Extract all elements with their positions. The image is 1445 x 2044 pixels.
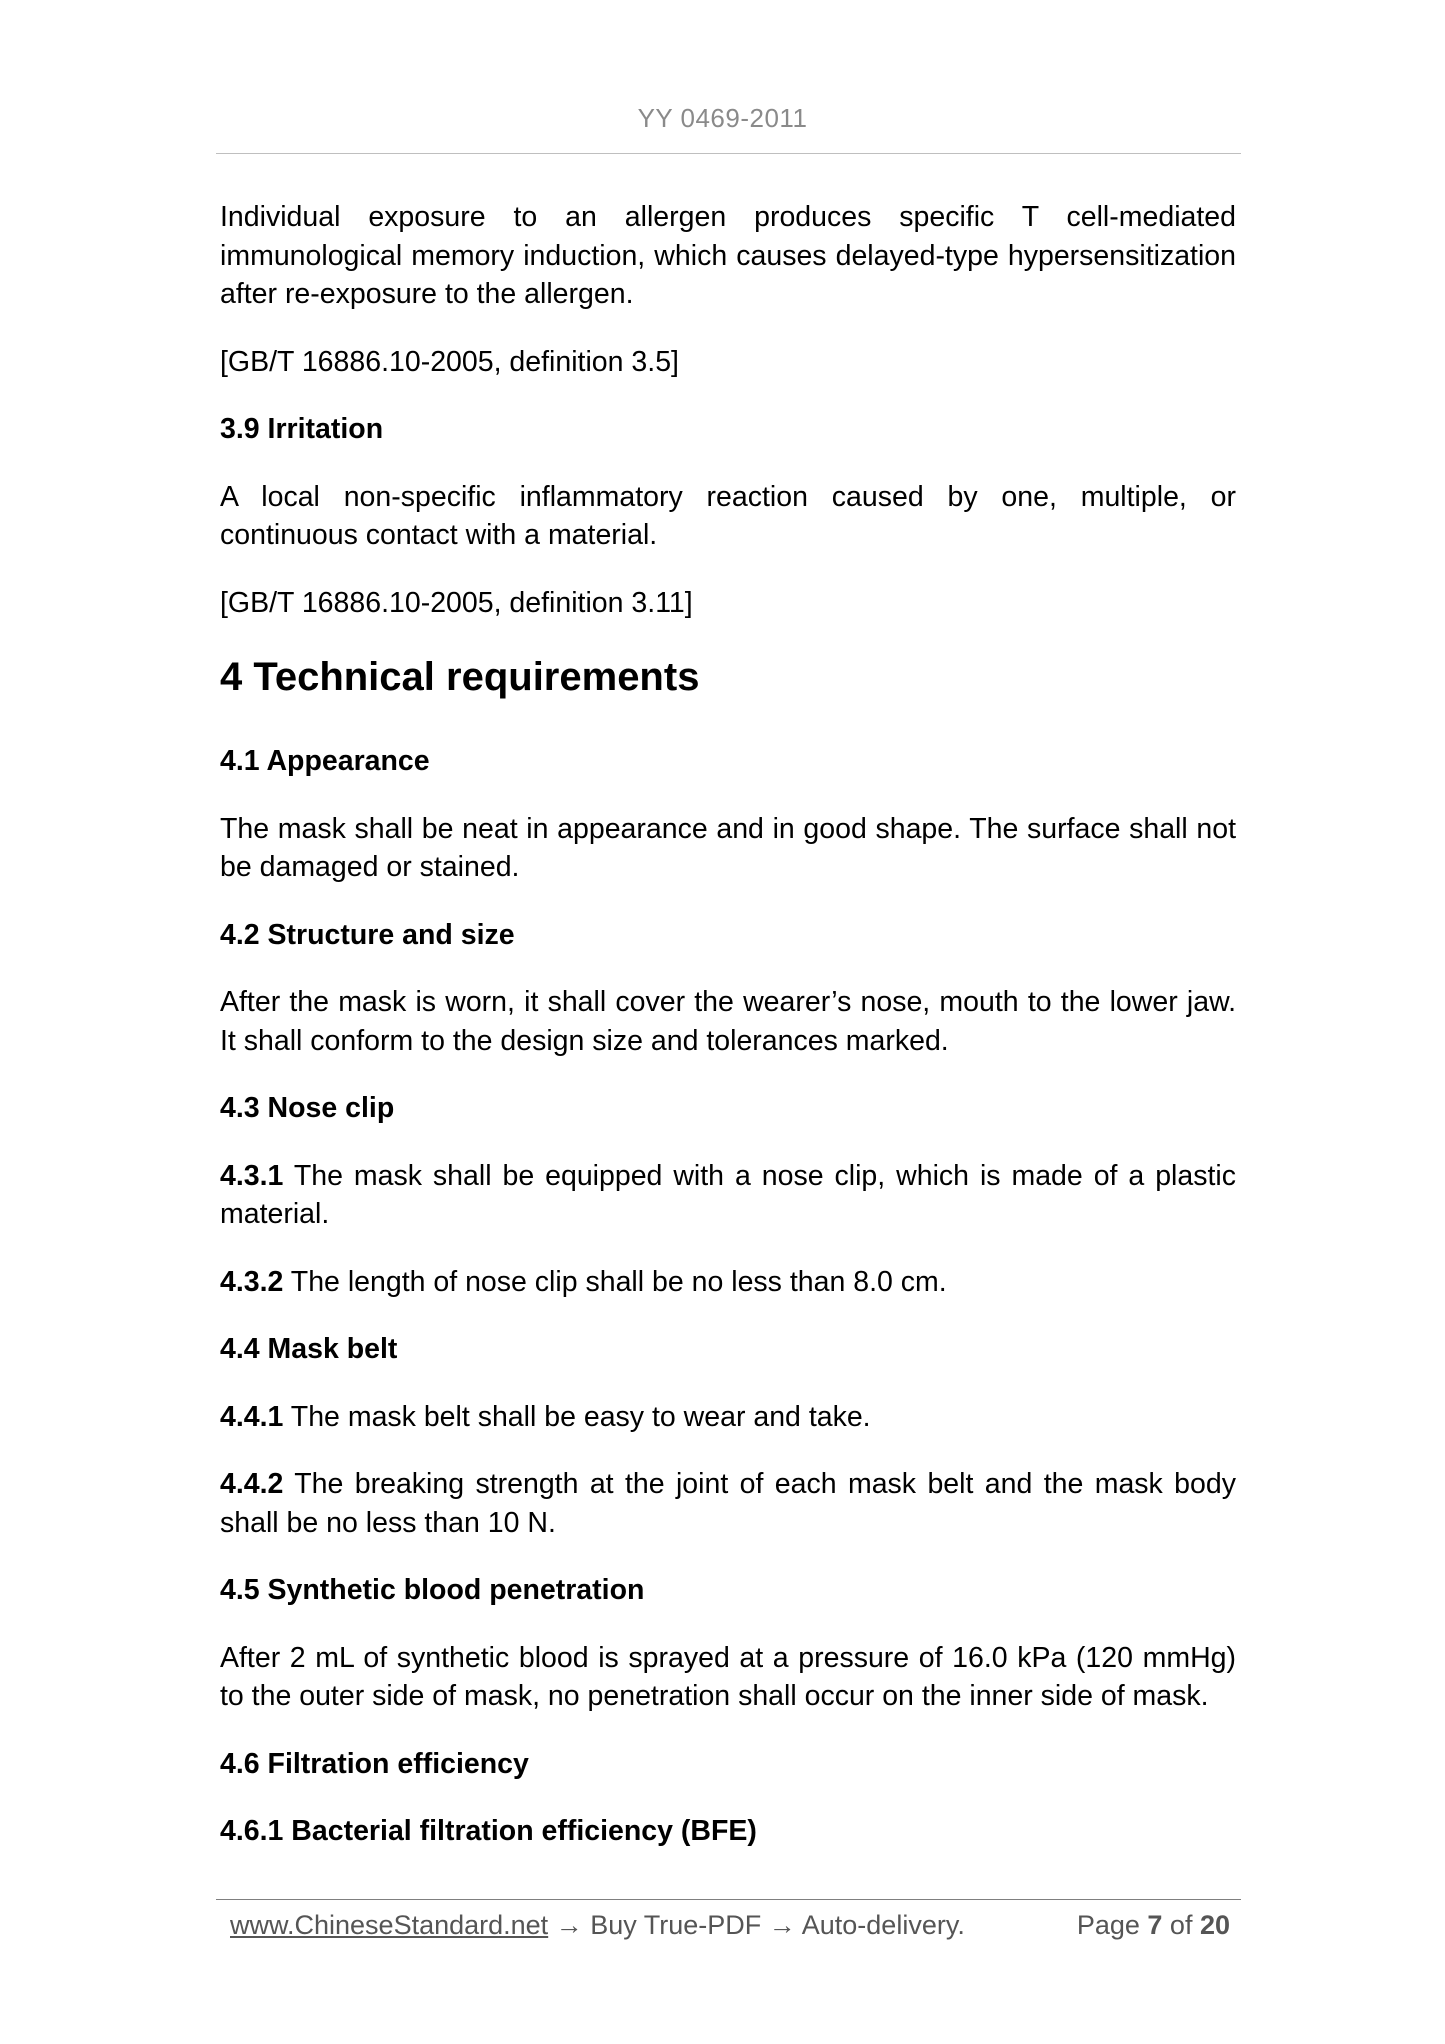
- clause-text-4-3-2: The length of nose clip shall be no less than 8.0 cm.: [283, 1265, 947, 1298]
- paragraph-4-1: The mask shall be neat in appearance and in good shape. The surface shall not be damaged or stained.: [220, 812, 1236, 883]
- page-footer: [230, 1907, 1230, 1943]
- arrow-right-icon: →: [555, 1910, 583, 1940]
- heading-4-4-mask-belt: 4.4 Mask belt: [220, 1333, 398, 1365]
- clause-4-3-1: [220, 1157, 1236, 1234]
- heading-4-6-1-bfe: 4.6.1 Bacterial filtration efficiency (BFE): [220, 1815, 757, 1847]
- header-doc-code: YY 0469-2011: [637, 103, 808, 133]
- paragraph-4-2: After the mask is worn, it shall cover the wearer’s nose, mouth to the lower jaw. It shall conform to the design size and tolerances marked.: [220, 986, 1236, 1057]
- heading-4-2-structure-size: 4.2 Structure and size: [220, 918, 515, 951]
- clause-4-4-1: [220, 1398, 1236, 1437]
- paragraph-irritation-definition: A local non-specific inflammatory reaction caused by one, multiple, or continuous contact with a material.: [220, 480, 1236, 551]
- clause-text-4-4-2: The breaking strength at the joint of each mask belt and the mask body shall be no less than 10 N.: [220, 1468, 1236, 1539]
- clause-text-4-4-1: The mask belt shall be easy to wear and take.: [283, 1400, 871, 1433]
- reference-definition-3-5: [GB/T 16886.10-2005, definition 3.5]: [220, 345, 679, 378]
- clause-number-4-3-2: 4.3.2: [220, 1265, 284, 1298]
- clause-number-4-4-2: 4.4.2: [220, 1468, 284, 1500]
- heading-3-9-irritation: 3.9 Irritation: [220, 413, 384, 445]
- heading-4-3-nose-clip: 4.3 Nose clip: [220, 1092, 395, 1124]
- page-label: Page: [1076, 1910, 1148, 1940]
- site-link[interactable]: www.ChineseStandard.net: [230, 1910, 549, 1940]
- clause-number-4-4-1: 4.4.1: [220, 1400, 284, 1433]
- footer-delivery-text: Auto-delivery.: [795, 1910, 965, 1940]
- clause-4-3-2: [220, 1263, 1236, 1302]
- page-indicator: [1077, 1907, 1230, 1943]
- arrow-right-icon: →: [768, 1910, 796, 1940]
- header-divider: [216, 153, 1241, 154]
- heading-4-1-appearance: 4.1 Appearance: [220, 745, 430, 777]
- heading-4-5-synthetic-blood: 4.5 Synthetic blood penetration: [220, 1574, 645, 1606]
- paragraph-allergen-definition: Individual exposure to an allergen produces specific T cell-mediated immunological memory induction, which causes delayed-type hypersensitization after re-exposure to the allergen.: [220, 201, 1236, 310]
- footer-divider: [216, 1899, 1241, 1900]
- page-body: [220, 198, 1236, 1880]
- page-of: of: [1162, 1910, 1200, 1940]
- heading-4-6-filtration: 4.6 Filtration efficiency: [220, 1747, 529, 1780]
- reference-definition-3-11: [GB/T 16886.10-2005, definition 3.11]: [220, 586, 693, 619]
- clause-4-4-2: [220, 1465, 1236, 1542]
- heading-4-technical-requirements: 4 Technical requirements: [220, 655, 700, 699]
- clause-number-4-3-1: 4.3.1: [220, 1159, 284, 1192]
- paragraph-4-5: After 2 mL of synthetic blood is sprayed at a pressure of 16.0 kPa (120 mmHg) to the outer side of mask, no penetration shall occur on the inner side of mask.: [220, 1641, 1236, 1712]
- page-current: 7: [1147, 1910, 1163, 1940]
- page-total: 20: [1199, 1910, 1230, 1940]
- footer-buy-text: Buy True-PDF: [582, 1910, 769, 1940]
- clause-text-4-3-1: The mask shall be equipped with a nose clip, which is made of a plastic material.: [220, 1159, 1236, 1230]
